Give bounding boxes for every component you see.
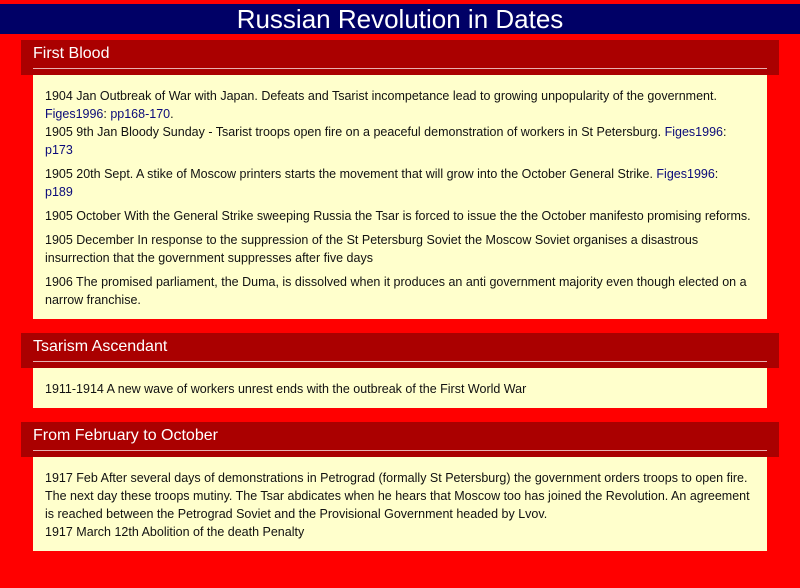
page-link[interactable]: p189	[45, 185, 73, 199]
timeline-entry: 1917 March 12th Abolition of the death Penalty	[45, 525, 305, 539]
page-title: Russian Revolution in Dates	[0, 4, 800, 34]
timeline-entry: 1905 October With the General Strike sweeping Russia the Tsar is forced to issue the the October manifesto promising reforms.	[45, 209, 751, 223]
page-link[interactable]: pp168-170	[110, 107, 171, 121]
section-first-blood	[21, 40, 779, 319]
section-february-to-october	[21, 422, 779, 551]
reference-link[interactable]: Figes1996	[656, 167, 715, 181]
entry-text: 1904 Jan Outbreak of War with Japan. Defeats and Tsarist incompetance lead to growing unpopularity of the government.	[45, 89, 717, 103]
timeline-entry: 1905 December In response to the suppression of the St Petersburg Soviet the Moscow Soviet organises a disastrous insurrection that the government suppresses after five days	[45, 233, 699, 265]
timeline-entry	[45, 87, 755, 123]
timeline-entry: 1917 Feb After several days of demonstrations in Petrograd (formally St Petersburg) the government orders troops to open fire. The next day these troops mutiny. The Tsar abdicates when he hears that Moscow too has joined the Revolution. An agreement is reached between the Petrograd Soviet and the Provisional Government headed by Lvov.	[45, 471, 750, 521]
reference-separator: :	[722, 125, 727, 139]
reference-separator: :	[103, 107, 111, 121]
section-title: From February to October	[33, 426, 767, 451]
section-body	[33, 75, 767, 319]
section-title: Tsarism Ascendant	[33, 337, 767, 362]
section-header	[21, 40, 779, 75]
reference-separator: :	[714, 167, 719, 181]
section-tsarism-ascendant	[21, 333, 779, 408]
reference-link[interactable]: Figes1996	[45, 107, 104, 121]
reference-link[interactable]: Figes1996	[664, 125, 723, 139]
page-link[interactable]: p173	[45, 143, 73, 157]
timeline-entry	[45, 123, 755, 159]
entry-text: 1905 20th Sept. A stike of Moscow printers starts the movement that will grow into the October General Strike.	[45, 167, 653, 181]
timeline-content	[21, 40, 779, 565]
section-header	[21, 333, 779, 368]
timeline-entry: 1911-1914 A new wave of workers unrest ends with the outbreak of the First World War	[45, 382, 527, 396]
section-title: First Blood	[33, 44, 767, 69]
entry-text: 1905 9th Jan Bloody Sunday - Tsarist troops open fire on a peaceful demonstration of workers in St Petersburg.	[45, 125, 662, 139]
timeline-entry	[45, 165, 755, 201]
section-header	[21, 422, 779, 457]
section-body	[33, 457, 767, 551]
timeline-entry: 1906 The promised parliament, the Duma, is dissolved when it produces an anti government majority even though elected on a narrow franchise.	[45, 275, 747, 307]
section-body	[33, 368, 767, 408]
reference-tail: .	[170, 107, 174, 121]
